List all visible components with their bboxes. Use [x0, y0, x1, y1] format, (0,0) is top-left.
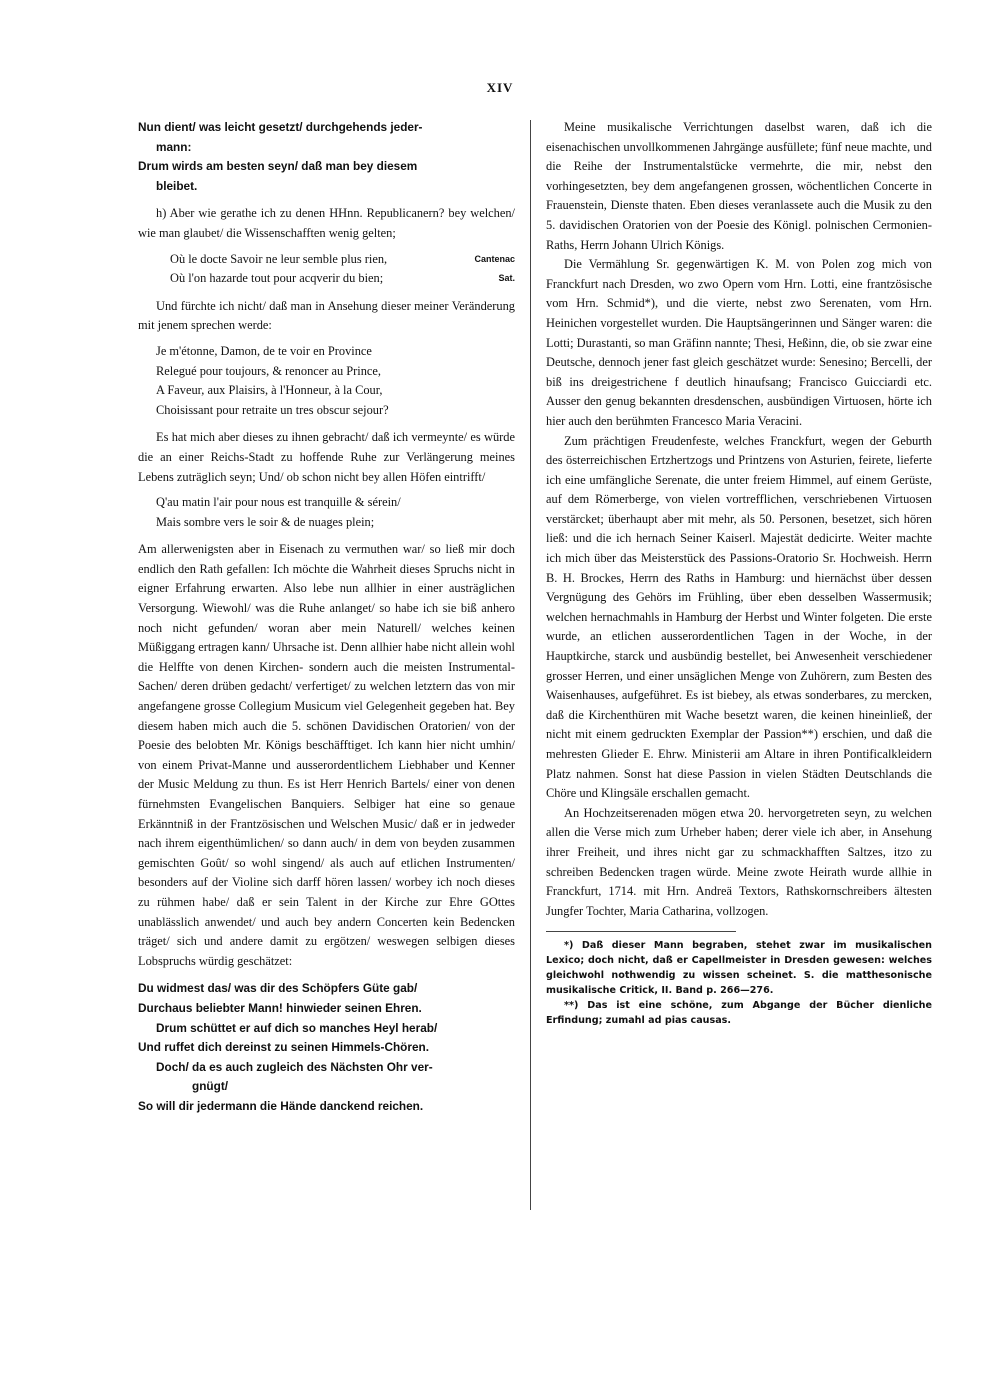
verse-line: Und ruffet dich dereinst zu seinen Himmels-Chören. — [138, 1040, 430, 1055]
verse-line: Q'au matin l'air pour nous est tranquille & sérein/ — [156, 495, 401, 510]
verse-line: Drum wirds am besten seyn/ daß man bey diesem — [138, 159, 418, 174]
footnote-rule — [546, 931, 736, 932]
french-verse-2 — [138, 342, 515, 420]
verse-line: Du widmest das/ was dir des Schöpfers Güte gab/ — [138, 981, 418, 996]
verse-line: Nun dient/ was leicht gesetzt/ durchgehends jeder- — [138, 120, 423, 134]
footnote: **) Das ist eine schöne, zum Abgange der Bücher dienliche Erfindung; zumahl ad pias causas. — [546, 1000, 932, 1027]
verse-line: Drum schüttet er auf dich so manches Heyl herab/ — [156, 1020, 438, 1035]
verse-line: Choisissant pour retraite un tres obscur sejour? — [156, 402, 389, 417]
verse-line: A Faveur, aux Plaisirs, à l'Honneur, à la Cour, — [156, 383, 383, 398]
page-number: XIV — [486, 80, 514, 95]
verse-block-2 — [138, 979, 515, 1116]
verse-line: Relegué pour toujours, & renoncer au Prince, — [156, 363, 382, 378]
verse-line: Mais sombre vers le soir & de nuages plein; — [156, 514, 375, 529]
citation-note: Sat. — [498, 273, 515, 284]
verse-line: Où le docte Savoir ne leur semble plus rien, — [170, 251, 388, 266]
paragraph: Meine musikalische Verrichtungen daselbst waren, daß ich die eisenachischen unvollkommenen Jahrgänge ausfüllete; fünf neue machte, und die Reihe der Instrumentalstücke vermehrte, die mir, nebst den vorhingesetzten, bey dem angefangenen grossen, wöchentlichen Concerte in Frauenstein, Dienste thaten. Eben dieses veranlassete auch die Musik zu den 5. davidischen Oratorien von der Poesie des Königl. polnischen Cermonien-Raths, Herrn Johann Ulrich Königs. — [546, 120, 932, 252]
verse-line: So will dir jedermann die Hände danckend reichen. — [138, 1098, 424, 1113]
footnotes — [546, 938, 932, 1028]
verse-line: gnügt/ — [192, 1079, 229, 1094]
left-column — [138, 118, 515, 1117]
citation-note: Cantenac — [474, 253, 515, 264]
paragraph: Und fürchte ich nicht/ daß man in Ansehung dieser meiner Veränderung mit jenem sprechen werde: — [138, 298, 515, 333]
verse-line: Où l'on hazarde tout pour acqverir du bien; — [170, 271, 384, 286]
footnote: *) Daß dieser Mann begraben, stehet zwar im musikalischen Lexico; doch nicht, daß er Capellmeister in Dresden gewesen: welches gleichwohl nothwendig zu wissen scheinet. S. die matthesonische musikalische Critick, II. Band p. 266—276. — [546, 940, 932, 997]
paragraph: Es hat mich aber dieses zu ihnen gebracht/ daß ich vermeynte/ es würde die an einer Reichs-Stadt zu hoffende Ruhe zur Verlängerung meines Lebens zuträglich seyn; Und/ ob schon nicht bey allen Höfen eintrifft/ — [138, 430, 515, 484]
verse-line: mann: — [156, 139, 192, 154]
right-column — [546, 118, 932, 1028]
paragraph: Zum prächtigen Freudenfeste, welches Franckfurt, wegen der Geburth des österreichischen Ertzhertzogs und Printzens von Asturien, feirete, lieferte ich eine umfängliche Serenate, die unter freiem Himmel, auf einem Gerüste, auf dem Römerberge, von vielen vortrefflichen, verschriebenen Virtuosen verstärcket; überhaupt aber mit mehr, als 50. Personen, besetzet, sich hören ließ: und die ich hernach Seiner Kaiserl. Majestät dedicirte. Weiter machte ich mich über das Meisterstück des Passions-Oratorio Sr. Hochweish. Herrn B. H. Brockes, Herrn des Raths in Hamburg: und hiernächst über dessen Vergnügung des Gehörs im Frühling, über eben desselben Wassermusik; welchen hernachmahls in Hamburg der Herbst und Winter folgeten. Die erste wurde, an etlichen ausserordentlichen Tagen in der Woche, in der Hauptkirche, starck und ausbündig bestellet, bei Anwesenheit verschiedener grosser Herren, und einer unsäglichen Menge von Zuhörern, zum Besten des Waisenhauses, aufgeführet. Es ist biebey, als etwas sonderbares, zu mercken, daß die Kirchenthüren mit Wache besetzt waren, die keinen hineinließ, der nicht mit einem gedruckten Exemplar der Passion**) erschien, und daß die mehresten Glieder E. Ehrw. Ministerii am Altare in ihren Pontificalkleidern Platz nahmen. Sonst hat diese Passion in vielen Städten Deutschlands die Chöre und Klingsäle erschallen gemacht. — [546, 433, 932, 801]
french-verse-1 — [138, 250, 515, 289]
column-divider — [530, 120, 531, 1210]
verse-line: bleibet. — [156, 178, 198, 193]
paragraph: Am allerwenigsten aber in Eisenach zu vermuthen war/ so ließ mir doch endlich den Rath gefallen: Ich möchte die Wahrheit dieses Spruchs nicht in eigner Erfahrung erwarten. Also lebe nun allhier in einer austräglichen Versorgung. Wiewohl/ was die Ruhe anlanget/ so habe ich sie biß anhero noch nicht gefunden/ woran aber mein Naturell/ welches keinen Müßiggang ertragen kann/ Uhrsache ist. Denn allhier habe nicht allein wohl die Helffte von denen Kirchen- sondern auch die meisten Instrumental-Sachen/ deren drüben gedacht/ verfertiget/ zu welchen letztern das von mir angefangene grosse Collegium Musicum viel Gelegenheit gegeben hat. Bey diesem haben mich auch die 5. schönen Davidischen Oratorien/ von der Poesie des belobten Mr. Königs beschäfftiget. Ich kann hier nicht umhin/ von einem Privat-Manne und ausserordentlichem Liebhaber und Kenner der Music Meldung zu thun. Es ist Herr Henrich Bartels/ einer von denen fürnehmsten Evangelischen Banquiers. Selbiger hat eine so genaue Erkänntniß in der Frantzösischen und Welschen Music/ daß er in jedweder nach ihrem eigenthümlichen/ so dann auch/ in dem von beyden zusammen gemischten Goût/ so wohl singend/ als auch auf etlichen Instrumenten/ besonders auf der Violine sich darff hören lassen/ worbey ich noch dieses zu rühmen habe/ daß er sein Talent in der Kirche zur Ehre GOttes unablässlich anwendet/ und auch bey andern Concerten kein Bedencken träget/ sich und andere damit zu ergötzen/ weswegen selbigen dieses Lobspruchs würdig geschätzet: — [138, 542, 515, 968]
paragraph: An Hochzeitserenaden mögen etwa 20. hervorgetreten seyn, zu welchen allen die Verse mich zum Urheber haben; derer viele ich aber, in Ansehung ihrer Freiheit, und ihres nicht gar zu schmackhafften Saltzes, itzo zu schreiben Bedencken tragen würde. Meine zwote Heirath wurde allhie in Franckfurt, 1714. mit Hrn. Andreä Textors, Rathskornschreibers ältesten Jungfer Tochter, Maria Catharina, vollzogen. — [546, 805, 932, 918]
paragraph: Die Vermählung Sr. gegenwärtigen K. M. von Polen zog mich von Franckfurt nach Dresden, wo zwo Opern vom Hrn. Lotti, eine frantzösische vom Hrn. Schmid*), und die vierte, nebst zwo Serenaten, vom Hrn. Heinichen vorgestellet wurden. Die Hauptsängerinnen und Sänger waren: die Lotti; Durastanti, so man Gräfinn nannte; Thesi, Heßinn, die, ob sie zwar eine Deutsche, dennoch jener fast gleich geschätzet wurde: Senesino; Bercelli, der biß ins dreigestrichene f deutlich hinaufsang; Francisco Guicciardi etc. Ausser den genug bekannten dresdenschen, ausbündigen Virtuosen, hörte ich hier auch den berühmten Francesco Maria Veracini. — [546, 257, 932, 428]
verse-line: Je m'étonne, Damon, de te voir en Province — [156, 343, 372, 358]
paragraph: h) Aber wie gerathe ich zu denen HHnn. Republicanern? bey welchen/ wie man glaubet/ die Wissenschafften wenig gelten; — [138, 206, 515, 240]
verse-line: Durchaus beliebter Mann! hinwieder seinen Ehren. — [138, 1000, 422, 1015]
verse-block-1 — [138, 118, 515, 196]
french-verse-3 — [138, 493, 515, 532]
verse-line: Doch/ da es auch zugleich des Nächsten Ohr ver- — [156, 1059, 433, 1074]
